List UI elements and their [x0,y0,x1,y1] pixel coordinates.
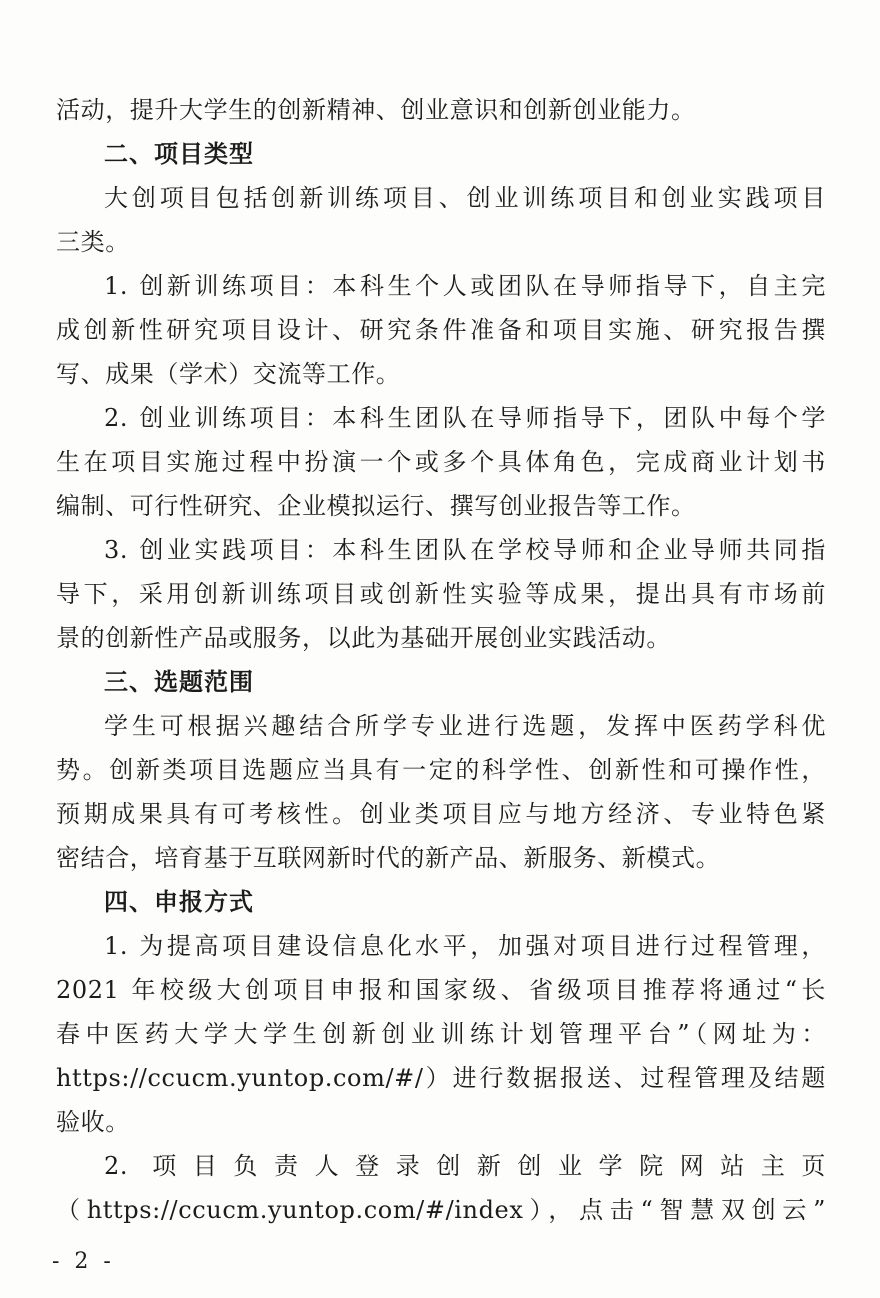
text-line: 景的创新性产品或服务，以此为基础开展创业实践活动。 [56,624,671,652]
text-line: 密结合，培育基于互联网新时代的新产品、新服务、新模式。 [56,844,721,872]
text-line: 势。创新类项目选题应当具有一定的科学性、创新性和可操作性， [56,756,826,784]
section-heading: 二、项目类型 [104,140,254,168]
text-line: 2. 创业训练项目：本科生团队在导师指导下，团队中每个学 [104,404,826,432]
text-line: 生在项目实施过程中扮演一个或多个具体角色，完成商业计划书 [56,448,826,476]
text-line: 写、成果（学术）交流等工作。 [56,360,401,388]
text-line: 1. 为提高项目建设信息化水平，加强对项目进行过程管理， [104,932,826,960]
text-line: 预期成果具有可考核性。创业类项目应与地方经济、专业特色紧 [56,800,826,828]
section-heading: 三、选题范围 [104,668,254,696]
text-line: https://ccucm.yuntop.com/#/）进行数据报送、过程管理及结题 [56,1064,826,1092]
section-heading: 四、申报方式 [104,888,254,916]
text-line: 学生可根据兴趣结合所学专业进行选题，发挥中医药学科优 [104,712,826,740]
text-line: 2. 项目负责人登录创新创业学院网站主页 [104,1152,826,1180]
text-line: 三类。 [56,228,130,256]
text-line: 成创新性研究项目设计、研究条件准备和项目实施、研究报告撰 [56,316,826,344]
page-number: - 2 - [52,1249,115,1274]
text-line: 验收。 [56,1108,130,1136]
text-line: 导下，采用创新训练项目或创新性实验等成果，提出具有市场前 [56,580,826,608]
text-line: 1. 创新训练项目：本科生个人或团队在导师指导下，自主完 [104,272,826,300]
text-line: 大创项目包括创新训练项目、创业训练项目和创业实践项目 [104,184,826,212]
text-line: 活动，提升大学生的创新精神、创业意识和创新创业能力。 [56,96,696,124]
text-line: （https://ccucm.yuntop.com/#/index），点击“智慧双创云” [56,1196,826,1224]
text-line: 春中医药大学大学生创新创业训练计划管理平台”（网址为： [56,1020,826,1048]
text-line: 2021 年校级大创项目申报和国家级、省级项目推荐将通过“长 [56,976,826,1004]
text-line: 3. 创业实践项目：本科生团队在学校导师和企业导师共同指 [104,536,826,564]
text-line: 编制、可行性研究、企业模拟运行、撰写创业报告等工作。 [56,492,696,520]
